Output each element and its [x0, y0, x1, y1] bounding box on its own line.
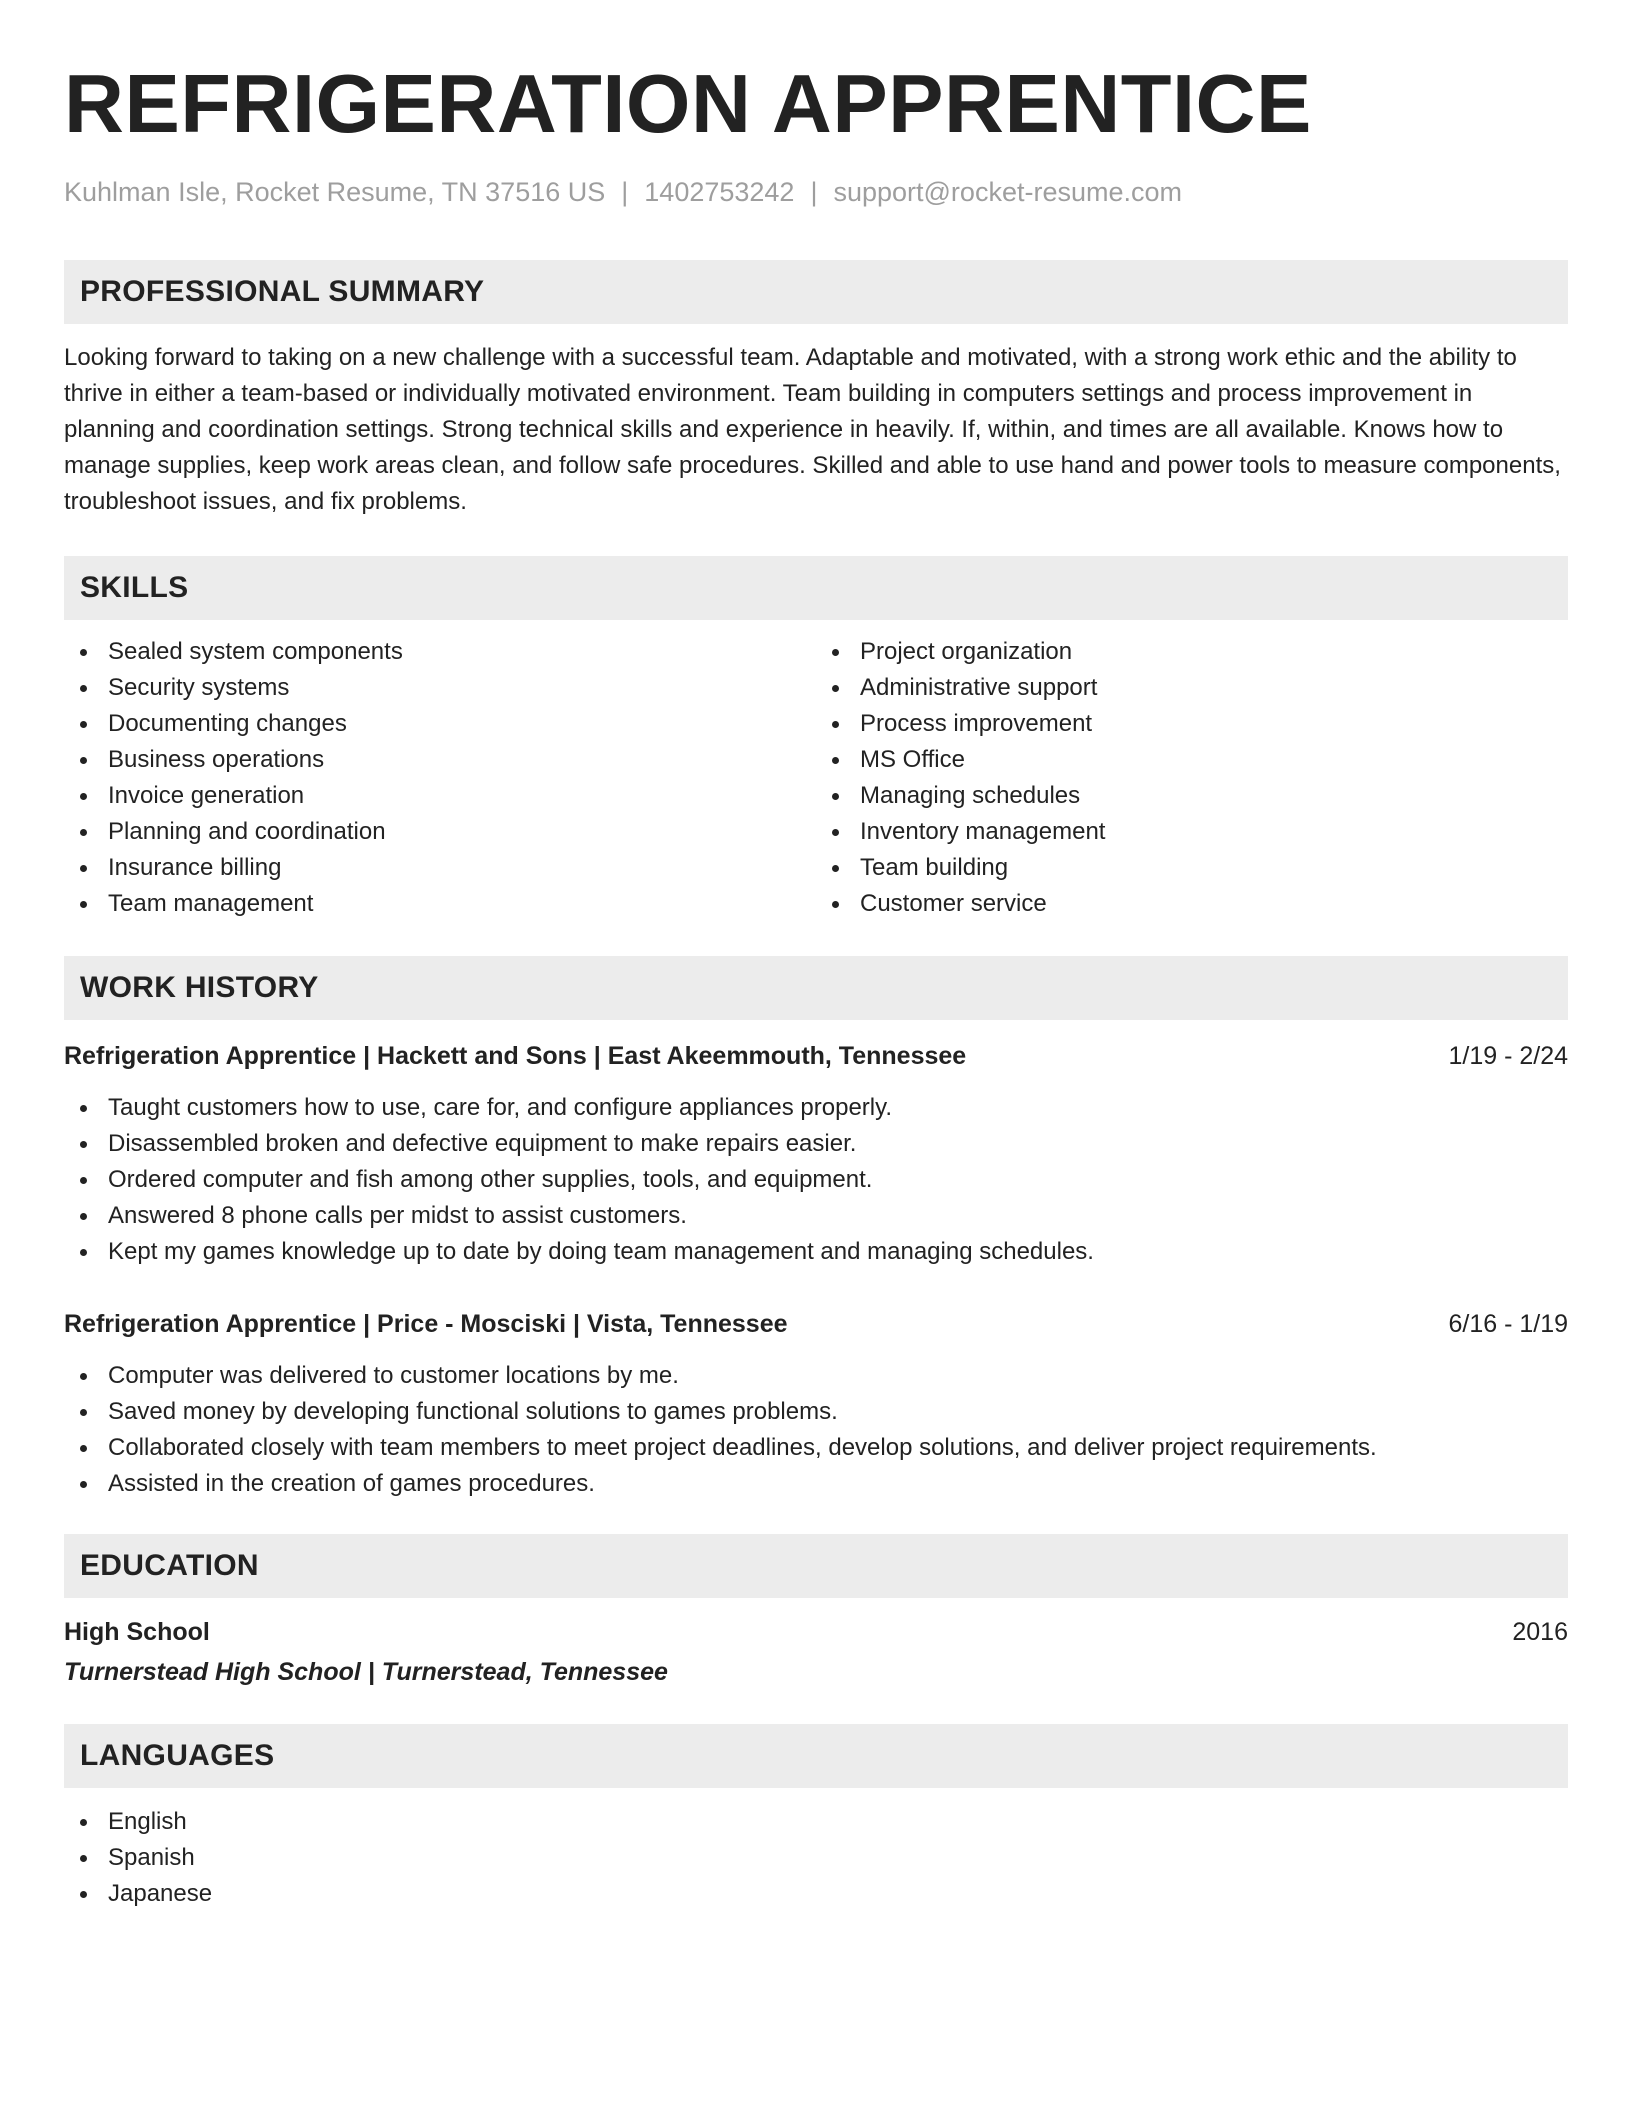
section-header-work-history: WORK HISTORY [64, 956, 1568, 1020]
job-heading-row [64, 1038, 1568, 1074]
job-bullets [64, 1358, 1568, 1502]
skill-item: Process improvement [816, 706, 1568, 742]
skills-column-right [816, 634, 1568, 922]
contact-address: Kuhlman Isle, Rocket Resume, TN 37516 US [64, 177, 606, 207]
section-header-languages: LANGUAGES [64, 1724, 1568, 1788]
job-bullets [64, 1090, 1568, 1270]
job-bullet: Ordered computer and fish among other supplies, tools, and equipment. [64, 1162, 1568, 1198]
education-degree: High School [64, 1618, 210, 1646]
skills-column-left [64, 634, 816, 922]
skill-item: Inventory management [816, 814, 1568, 850]
contact-separator: | [621, 177, 629, 207]
job-bullet: Collaborated closely with team members to meet project deadlines, develop solutions, and deliver project requirements. [64, 1430, 1568, 1466]
contact-line [64, 174, 1568, 210]
job-dates: 6/16 - 1/19 [1448, 1310, 1568, 1338]
summary-text: Looking forward to taking on a new challenge with a successful team. Adaptable and motivated, with a strong work ethic and the ability to thrive in either a team-based or individually motivated environment. Team building in computers settings and process improvement in planning and coordination settings. Strong technical skills and experience in heavily. If, within, and times are all available. Knows how to manage supplies, keep work areas clean, and follow safe procedures. Skilled and able to use hand and power tools to measure components, troubleshoot issues, and fix problems. [64, 344, 1561, 515]
education-entry [64, 1614, 1568, 1690]
contact-phone: 1402753242 [644, 177, 795, 207]
skill-item: Documenting changes [64, 706, 816, 742]
candidate-name: REFRIGERATION APPRENTICE [64, 57, 1312, 150]
language-item: Spanish [64, 1840, 1568, 1876]
skill-item: Team building [816, 850, 1568, 886]
job-bullet: Answered 8 phone calls per midst to assist customers. [64, 1198, 1568, 1234]
job-entry [64, 1306, 1568, 1502]
skill-item: Insurance billing [64, 850, 816, 886]
job-bullet: Assisted in the creation of games procedures. [64, 1466, 1568, 1502]
job-entry [64, 1038, 1568, 1270]
skill-item: Customer service [816, 886, 1568, 922]
section-header-education: EDUCATION [64, 1534, 1568, 1598]
skills-grid [64, 634, 1568, 922]
job-dates: 1/19 - 2/24 [1448, 1042, 1568, 1070]
job-title: Refrigeration Apprentice | Price - Mosciski | Vista, Tennessee [64, 1310, 788, 1338]
job-bullet: Disassembled broken and defective equipment to make repairs easier. [64, 1126, 1568, 1162]
education-school: Turnerstead High School | Turnerstead, Tennessee [64, 1658, 668, 1686]
section-header-skills: SKILLS [64, 556, 1568, 620]
job-bullet: Taught customers how to use, care for, and configure appliances properly. [64, 1090, 1568, 1126]
language-item: Japanese [64, 1876, 1568, 1912]
skill-item: Team management [64, 886, 816, 922]
skill-item: MS Office [816, 742, 1568, 778]
contact-email: support@rocket-resume.com [833, 177, 1182, 207]
skill-item: Planning and coordination [64, 814, 816, 850]
skill-item: Administrative support [816, 670, 1568, 706]
job-bullet: Computer was delivered to customer locations by me. [64, 1358, 1568, 1394]
job-bullet: Kept my games knowledge up to date by doing team management and managing schedules. [64, 1234, 1568, 1270]
skill-item: Invoice generation [64, 778, 816, 814]
contact-separator: | [810, 177, 818, 207]
skill-item: Business operations [64, 742, 816, 778]
job-bullet: Saved money by developing functional solutions to games problems. [64, 1394, 1568, 1430]
skill-item: Security systems [64, 670, 816, 706]
language-item: English [64, 1804, 1568, 1840]
job-heading-row [64, 1306, 1568, 1342]
job-title: Refrigeration Apprentice | Hackett and Sons | East Akeemmouth, Tennessee [64, 1042, 967, 1070]
languages-list [64, 1804, 1568, 1912]
education-heading-row [64, 1614, 1568, 1650]
education-year: 2016 [1512, 1618, 1568, 1646]
section-header-summary: PROFESSIONAL SUMMARY [64, 260, 1568, 324]
skill-item: Project organization [816, 634, 1568, 670]
skill-item: Managing schedules [816, 778, 1568, 814]
skill-item: Sealed system components [64, 634, 816, 670]
